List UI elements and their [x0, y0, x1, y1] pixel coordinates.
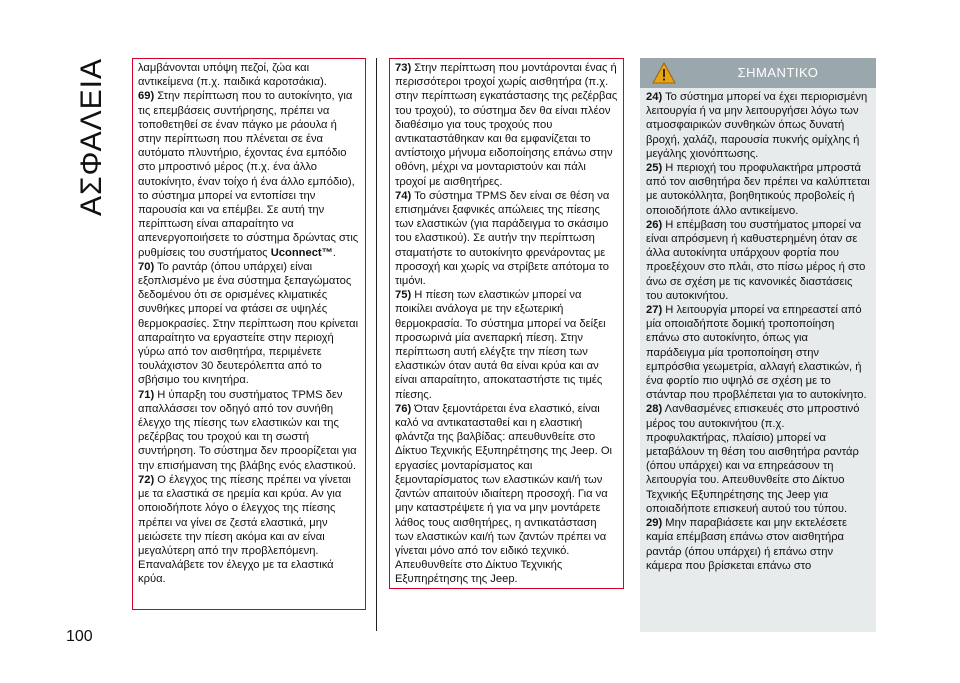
section-title-text: ΑΣΦΑΛΕΙΑ — [75, 57, 108, 217]
paragraph-72: 72) Ο έλεγχος της πίεσης πρέπει να γίνεται με τα ελαστικά σε ηρεμία και κρύα. Αν για οποιοδήποτε λόγο ο έλεγχος της πίεσης πρέπει να γίνει σε ζεστά ελαστικά, μην μειώσετε την πίεση ακόμα και αν είναι μεγαλύτερη από την προβλεπόμενη. Επαναλάβετε τον έλεγχο με τα ελαστικά κρύα. — [138, 473, 351, 586]
paragraph-27: 27) Η λειτουργία μπορεί να επηρεαστεί από μία οποιαδήποτε δομική τροποποίηση επάνω στο αυτοκίνητο, όπως για παράδειγμα μία τροποποίηση στην εμπρόσθια γεωμετρία, αλλαγή ελαστικών, ή ένα φορτίο πιο υψηλό σε σχέση με το στάνταρ που προβλέπεται για το αυτοκίνητο. — [646, 304, 867, 402]
paragraph-76: 76) Όταν ξεμοντάρεται ένα ελαστικό, είναι καλό να αντικατασταθεί και η ελαστική φλάντζα της βαλβίδας: απευθυνθείτε στο Δίκτυο Τεχνικής Εξυπηρέτησης της Jeep. Οι εργασίες μονταρίσματος και ξεμονταρίσματος των ελαστικών και/ή των ζαντών απαιτούν ιδιαίτερη προσοχή. Για να μην καταστρέψετε ή για να μην μοντάρετε λάθος τους αισθητήρες, η αντικατάσταση των ελαστικών και/ή των ζαντών πρέπει να γίνεται μόνο από τον ειδικό τεχνικό. Απευθυνθείτε στο Δίκτυο Τεχνικής Εξυπηρέτησης της Jeep. — [395, 402, 613, 586]
important-header-label: ΣΗΜΑΝΤΙΚΟ — [737, 65, 819, 80]
paragraph-69: 69) Στην περίπτωση που το αυτοκίνητο, για τις επεμβάσεις συντήρησης, πρέπει να τοποθετηθεί σε έναν πάγκο με ράουλα ή στην περίπτωση που πλένεται σε ένα αυτόματο πλυντήριο, έχοντας ένα εμπόδιο στο μπροστινό μέρος (π.χ. ένα άλλο αυτοκίνητο, έναν τοίχο ή ένα άλλο εμπόδιο), το σύστημα μπορεί να εντοπίσει την παρουσία και να επέμβει. Σε αυτή την περίπτωση είναι απαραίτητο να απενεργοποιήσετε το σύστημα δρώντας στις ρυθμίσεις του συστήματος Uconnect™. — [138, 90, 359, 259]
important-notes-box — [640, 58, 876, 632]
section-side-title — [62, 42, 122, 232]
paragraph-70: 70) Το ραντάρ (όπου υπάρχει) είναι εξοπλισμένο με ένα σύστημα ξεπαγώματος δεδομένου ότι σε ορισμένες κλιματικές συνθήκες μπορεί να φτάσει σε υψηλές θερμοκρασίες. Στην περίπτωση που κρίνεται απαραίτητο να εργαστείτε στην περιοχή γύρω από τον αισθητήρα, περιμένετε τουλάχιστον 30 δευτερόλεπτα από το σβήσιμο του κινητήρα. — [138, 260, 359, 387]
paragraph-29: 29) Μην παραβιάσετε και μην εκτελέσετε καμία επέμβαση επάνω στον αισθητήρα ραντάρ (όπου υπάρχει) ή επάνω στην κάμερα που βρίσκεται επάνω στο — [646, 517, 847, 572]
page-number: 100 — [66, 628, 93, 645]
paragraph-71: 71) Η ύπαρξη του συστήματος TPMS δεν απαλλάσσει τον οδηγό από τον συνήθη έλεγχο της πίεσης των ελαστικών και της ρεζέρβας του τροχού και τη σωστή συντήρηση. Το σύστημα δεν προορίζεται για την επισήμανση της βλάβης ενός ελαστικού. — [138, 388, 357, 472]
paragraph-73: 73) Στην περίπτωση που μοντάρονται ένας ή περισσότεροι τροχοί χωρίς αισθητήρα (π.χ. στην περίπτωση εγκατάστασης της ρεζέρβας του τροχού), το σύστημα δεν θα είναι πλέον διαθέσιμο για τους τροχούς που αντικαταστάθηκαν και θα εμφανίζεται το αντίστοιχο μήνυμα ειδοποίησης επάνω στην οθόνη, μέχρι να μονταριστούν και πάλι τροχοί με αισθητήρες. — [395, 62, 618, 188]
paragraph-25: 25) Η περιοχή του προφυλακτήρα μπροστά από τον αισθητήρα δεν πρέπει να καλύπτεται με αυτοκόλλητα, βοηθητικούς προβολείς ή οποιοδήποτε άλλο αντικείμενο. — [646, 162, 870, 217]
paragraph-74: 74) Το σύστημα TPMS δεν είναι σε θέση να επισημάνει ξαφνικές απώλειες της πίεσης των ελαστικών (για παράδειγμα το σκάσιμο του ελαστικού). Σε αυτήν την περίπτωση σταματήστε το αυτοκίνητο φρενάροντας με προσοχή και χωρίς να στρίβετε απότομα το τιμόνι. — [395, 189, 610, 288]
column-divider — [376, 58, 377, 631]
paragraph-26: 26) Η επέμβαση του συστήματος μπορεί να είναι απρόσμενη ή καθυστερημένη όταν σε άλλα αυτοκίνητα υπάρχουν φορτία που προεξέχουν στο πλάι, στο πίσω μέρος ή στο άνω σε σχέση με τις κανονικές διαστάσεις του αυτοκινήτου. — [646, 218, 866, 302]
important-body — [640, 88, 876, 632]
warnings-column-2 — [389, 58, 624, 589]
warnings-column-1 — [132, 58, 366, 610]
paragraph-intro: λαμβάνονται υπόψη πεζοί, ζώα και αντικείμενα (π.χ. παιδικά καροτσάκια). — [138, 62, 327, 89]
important-header — [640, 58, 876, 88]
paragraph-28: 28) Λανθασμένες επισκευές στο μπροστινό μέρος του αυτοκινήτου (π.χ. προφυλακτήρας, πλαίσιο) μπορεί να μεταβάλουν τη θέση του αισθητήρα ραντάρ (όπου υπάρχει) και να επηρεάσουν τη λειτουργία του. Απευθυνθείτε στο Δίκτυο Τεχνικής Εξυπηρέτησης της Jeep για οποιαδήποτε επισκευή αυτού του τύπου. — [646, 403, 860, 515]
paragraph-75: 75) Η πίεση των ελαστικών μπορεί να ποικίλει ανάλογα με την εξωτερική θερμοκρασία. Το σύστημα μπορεί να δείξει προσωρινά μία ανεπαρκή πίεση. Στην περίπτωση αυτή ελέγξτε την πίεση των ελαστικών όταν αυτά θα είναι κρύα και αν είναι απαραίτητο, αποκαταστήστε τις τιμές πίεσης. — [395, 289, 606, 401]
paragraph-24: 24) Το σύστημα μπορεί να έχει περιορισμένη λειτουργία ή να μην λειτουργήσει λόγω των ατμοσφαιρικών συνθηκών όπως δυνατή βροχή, χαλάζι, παρουσία πυκνής ομίχλης ή μεγάλης χιονόπτωσης. — [646, 91, 868, 160]
